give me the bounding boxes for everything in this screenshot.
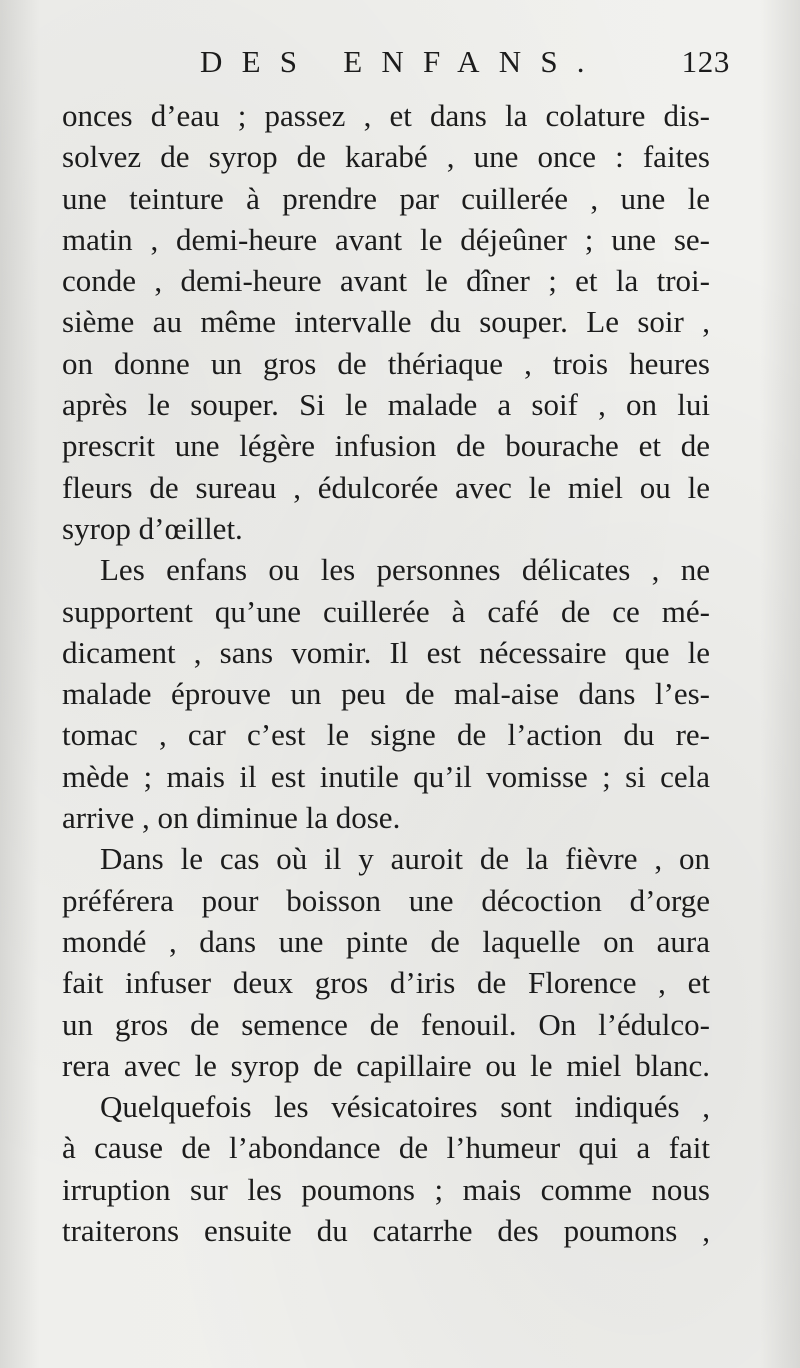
text-line: un gros de semence de fenouil. On l’édulco- [62, 1006, 710, 1042]
text-line: à cause de l’abondance de l’humeur qui a fait [62, 1130, 710, 1166]
text-line: irruption sur les poumons ; mais comme nous [62, 1171, 710, 1207]
text-line: mondé , dans une pinte de laquelle on aura [62, 923, 710, 959]
paragraph-2 [62, 549, 710, 838]
text-line: prescrit une légère infusion de bourache et de [62, 428, 710, 464]
text-line: Les enfans ou les personnes délicates , ne [100, 552, 710, 588]
paragraph-4 [62, 1086, 710, 1251]
text-line: dicament , sans vomir. Il est nécessaire que le [62, 634, 710, 670]
body-text [62, 95, 710, 1251]
page-header [200, 44, 730, 84]
text-line: Dans le cas où il y auroit de la fièvre , on [100, 841, 710, 877]
text-line: arrive , on diminue la dose. [62, 800, 401, 836]
text-line: une teinture à prendre par cuillerée , une le [62, 180, 710, 216]
text-line: fait infuser deux gros d’iris de Florence , et [62, 965, 710, 1001]
text-line: traiterons ensuite du catarrhe des poumons , [62, 1213, 710, 1249]
text-line: fleurs de sureau , édulcorée avec le miel ou le [62, 469, 710, 505]
text-line: conde , demi-heure avant le dîner ; et la troi- [62, 263, 710, 299]
text-line: sième au même intervalle du souper. Le soir , [62, 304, 710, 340]
paragraph-3 [62, 838, 710, 1086]
text-line: après le souper. Si le malade a soif , on lui [62, 387, 710, 423]
page-number: 123 [681, 44, 730, 79]
text-line: tomac , car c’est le signe de l’action du re- [62, 717, 710, 753]
text-line: matin , demi-heure avant le déjeûner ; une se- [62, 221, 710, 257]
text-line: onces d’eau ; passez , et dans la colature dis- [62, 98, 710, 133]
text-line: solvez de syrop de karabé , une once : faites [62, 139, 710, 175]
text-line: malade éprouve un peu de mal-aise dans l’es- [62, 676, 710, 712]
text-line: mède ; mais il est inutile qu’il vomisse ; si cela [62, 758, 710, 794]
text-line: syrop d’œillet. [62, 510, 243, 546]
text-line: supportent qu’une cuillerée à café de ce mé- [62, 593, 710, 629]
text-line: Quelquefois les vésicatoires sont indiqués , [100, 1089, 710, 1125]
running-title: DES ENFANS. [200, 44, 604, 79]
text-line: rera avec le syrop de capillaire ou le miel blanc. [62, 1047, 710, 1083]
paragraph-1 [62, 95, 710, 549]
text-line: préférera pour boisson une décoction d’orge [62, 882, 710, 918]
text-line: on donne un gros de thériaque , trois heures [62, 345, 710, 381]
